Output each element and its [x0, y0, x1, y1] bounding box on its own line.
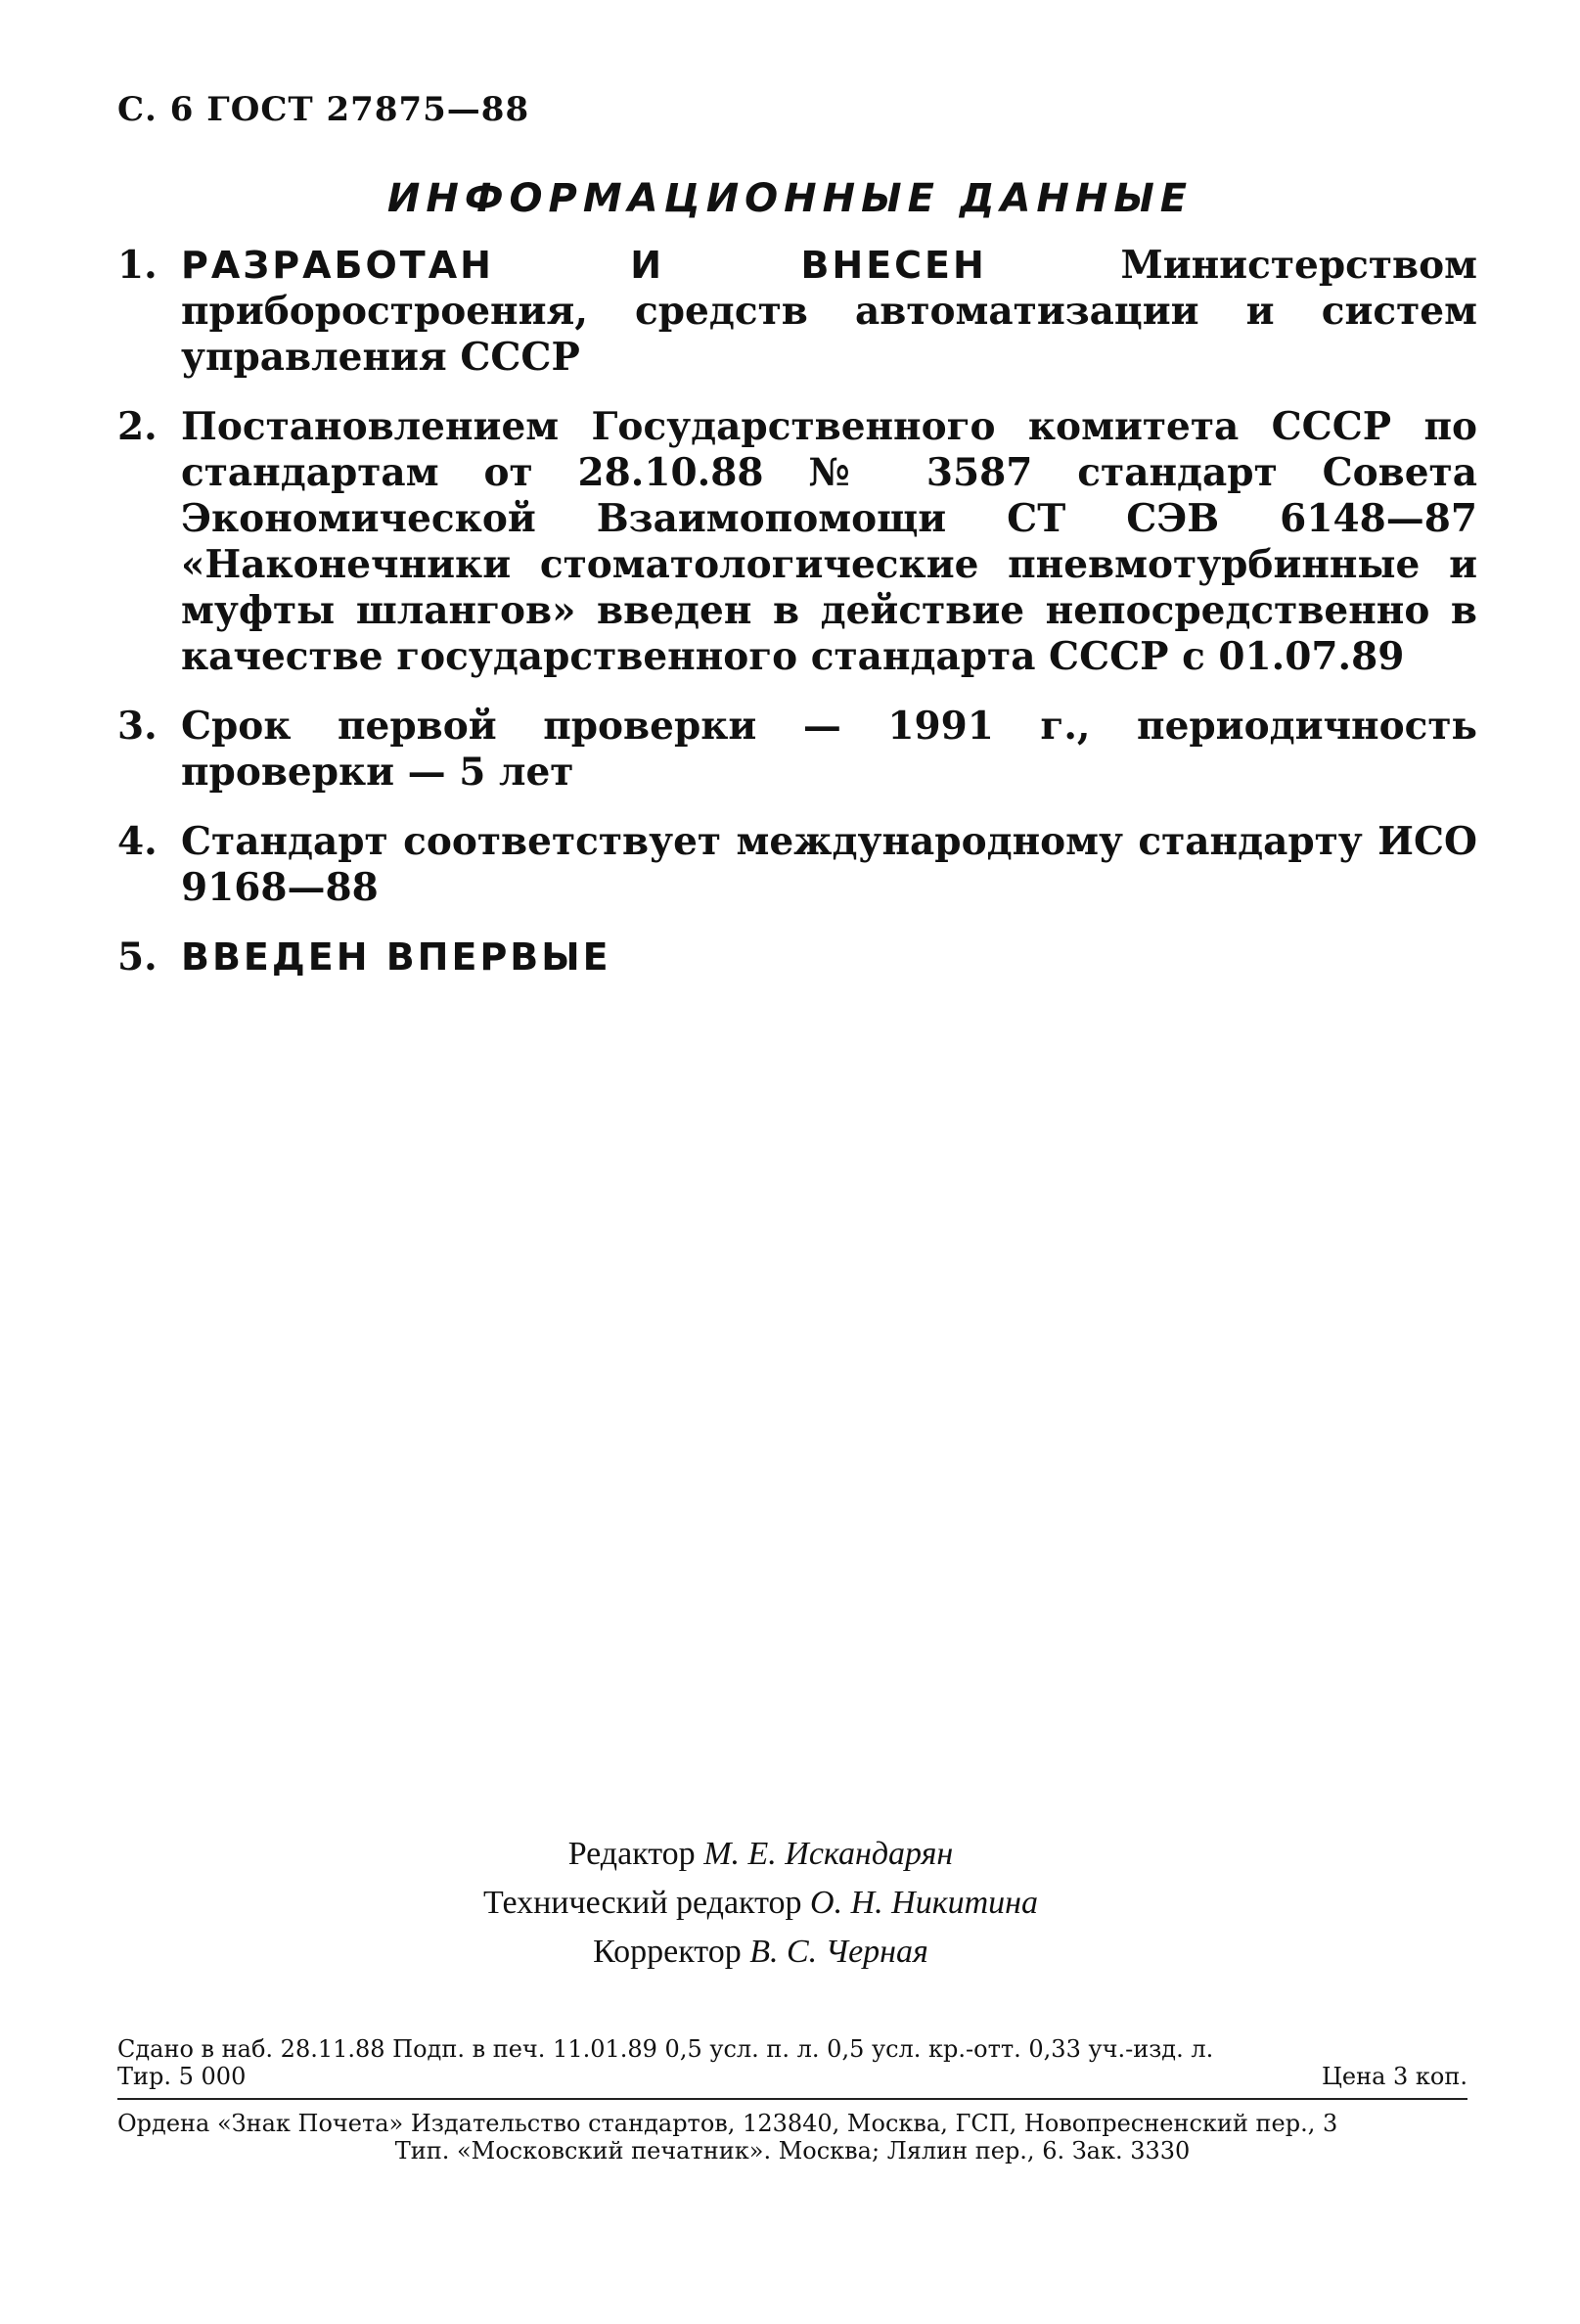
list-item: [117, 934, 1477, 980]
section-title: ИНФОРМАЦИОННЫЕ ДАННЫЕ: [386, 176, 1194, 221]
imprint-line: Сдано в наб. 28.11.88 Подп. в печ. 11.01.89 0,5 усл. п. л. 0,5 усл. кр.-отт. 0,33 уч.-изд. л.: [117, 2035, 1214, 2063]
printer: Тип. «Московский печатник». Москва; Лялин пер., 6. Зак. 3330: [394, 2137, 1191, 2165]
credits: [0, 1830, 1580, 1977]
item-text: [181, 243, 1477, 381]
corrector-name: В. С. Черная: [749, 1934, 928, 1970]
item-body: Стандарт соответствует международному стандарту ИСО 9168—88: [181, 819, 1477, 910]
price: Цена 3 коп.: [1321, 2063, 1467, 2090]
imprint-row: [117, 2063, 1467, 2090]
editor-label: Редактор: [567, 1836, 696, 1872]
page-header: С. 6 ГОСТ 27875—88: [117, 90, 530, 129]
item-number: 2.: [117, 404, 158, 449]
publisher: Ордена «Знак Почета» Издательство стандартов, 123840, Москва, ГСП, Новопресненский пер., 3: [117, 2110, 1338, 2137]
list-item: [117, 704, 1477, 796]
list-item: [117, 243, 1477, 381]
item-number: 4.: [117, 819, 158, 864]
item-number: 1.: [117, 243, 158, 288]
item-lead: ВВЕДЕН ВПЕРВЫЕ: [181, 935, 611, 979]
item-body: Срок первой проверки — 1991 г., периодичность проверки — 5 лет: [181, 704, 1477, 795]
info-list: [117, 243, 1477, 1004]
item-lead: РАЗРАБОТАН И ВНЕСЕН: [181, 244, 987, 287]
tech-editor-label: Технический редактор: [482, 1885, 802, 1921]
corrector-credit: [0, 1928, 1580, 1977]
list-item: [117, 404, 1477, 680]
circulation: Тир. 5 000: [117, 2063, 247, 2090]
tech-editor-credit: [0, 1879, 1580, 1928]
corrector-label: Корректор: [593, 1934, 742, 1970]
imprint: [117, 2035, 1467, 2165]
divider: [117, 2098, 1467, 2100]
item-number: 5.: [117, 934, 158, 980]
item-body: Постановлением Государственного комитета СССР по стандартам от 28.10.88 № 3587 стандарт Совета Экономической Взаимопомощи СТ СЭВ 6148—87 «Наконечники стоматологические пневмотурбинные и муфты шлангов» введен в действие непосредственно в качестве государственного стандарта СССР с 01.07.89: [181, 404, 1477, 679]
editor-credit: [0, 1830, 1580, 1879]
editor-name: М. Е. Искандарян: [703, 1836, 954, 1872]
item-body: Министерством приборостроения, средств автоматизации и систем управления СССР: [181, 243, 1477, 380]
tech-editor-name: О. Н. Никитина: [810, 1885, 1039, 1921]
item-number: 3.: [117, 704, 158, 749]
list-item: [117, 819, 1477, 911]
